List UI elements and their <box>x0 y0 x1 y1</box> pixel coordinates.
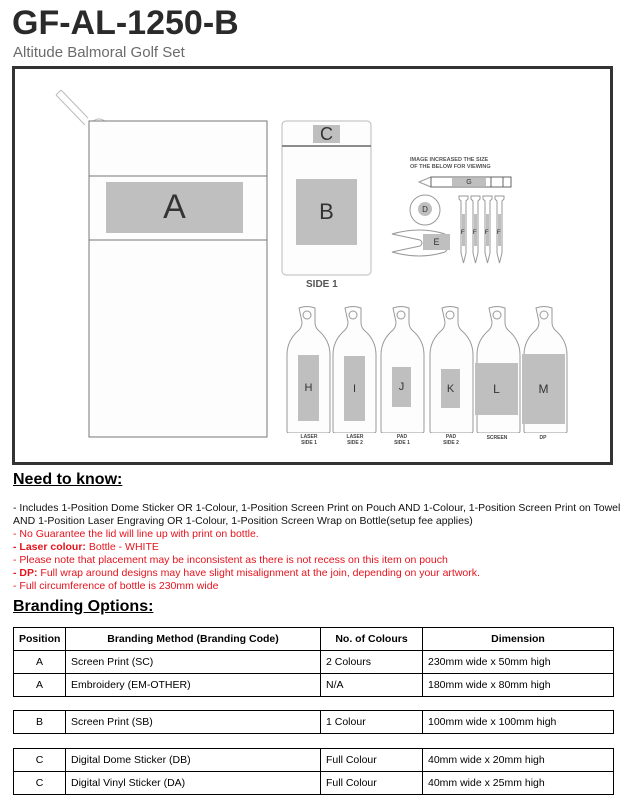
branding-table-a <box>13 627 614 697</box>
cell-method: Digital Vinyl Sticker (DA) <box>66 772 321 795</box>
caption-line: SIDE 1 <box>301 440 317 446</box>
cell-method: Screen Print (SB) <box>66 711 321 734</box>
column-header-method: Branding Method (Branding Code) <box>66 628 321 651</box>
caption-line: LASER <box>300 434 318 440</box>
cell-method: Digital Dome Sticker (DB) <box>66 749 321 772</box>
note-line-1: IMAGE INCREASED THE SIZE <box>410 157 489 163</box>
table-row <box>14 651 614 674</box>
note-text: Bottle - WHITE <box>85 541 159 553</box>
svg-text:F: F <box>485 230 489 236</box>
cell-position: A <box>14 674 66 697</box>
cell-dimension: 100mm wide x 100mm high <box>423 711 614 734</box>
print-area-i: I <box>344 356 365 421</box>
svg-text:F: F <box>497 230 501 236</box>
cell-dimension: 230mm wide x 50mm high <box>423 651 614 674</box>
note-text: Full wrap around designs may have slight misalignment at the join, depending on your artwork. <box>37 567 480 579</box>
print-area-k: K <box>441 369 460 408</box>
note-item <box>13 541 623 554</box>
bottle-caption-h <box>292 434 326 446</box>
caption-line: SIDE 2 <box>347 440 363 446</box>
table-row <box>14 711 614 734</box>
note-item: - Includes 1-Position Dome Sticker OR 1-Colour, 1-Position Screen Print on Pouch AND 1-Colour, 1-Position Screen Print on Towel AND 1-Position Laser Engraving OR 1-Colour, 1-Position Screen Wrap on Bottle(setup fee applies) <box>13 502 621 527</box>
branding-options-heading: Branding Options: <box>13 598 154 615</box>
note-prefix: - DP: <box>13 567 38 579</box>
cell-dimension: 40mm wide x 20mm high <box>423 749 614 772</box>
cell-position: C <box>14 772 66 795</box>
cell-dimension: 180mm wide x 80mm high <box>423 674 614 697</box>
cell-method: Screen Print (SC) <box>66 651 321 674</box>
print-area-g: G <box>452 178 486 186</box>
cell-colours: N/A <box>321 674 423 697</box>
svg-text:F: F <box>473 230 477 236</box>
print-area-c: C <box>313 125 340 143</box>
print-area-j: J <box>392 367 411 407</box>
need-to-know-notes <box>13 502 623 593</box>
note-item: - No Guarantee the lid will line up with print on bottle. <box>13 528 259 540</box>
tees-illustration <box>458 194 506 266</box>
caption-line: SIDE 2 <box>443 440 459 446</box>
bottle-caption-i <box>338 434 372 446</box>
print-area-b: B <box>296 179 357 245</box>
caption-line: PAD <box>396 434 408 440</box>
product-code: GF-AL-1250-B <box>12 4 239 42</box>
bottle-caption-j <box>385 434 419 446</box>
table-row <box>14 749 614 772</box>
cell-colours: Full Colour <box>321 772 423 795</box>
cell-method: Embroidery (EM-OTHER) <box>66 674 321 697</box>
print-area-h: H <box>298 355 319 421</box>
cell-position: C <box>14 749 66 772</box>
caption-line: DP <box>539 435 547 441</box>
product-name: Altitude Balmoral Golf Set <box>13 44 185 61</box>
table-row <box>14 772 614 795</box>
note-item: - Please note that placement may be inconsistent as there is not recess on this item on pouch <box>13 554 448 566</box>
bottle-caption-l <box>480 435 514 441</box>
note-prefix: - Laser colour: <box>13 541 86 553</box>
print-area-m: M <box>522 354 565 424</box>
cell-colours: 1 Colour <box>321 711 423 734</box>
caption-line: PAD <box>445 434 457 440</box>
column-header-position: Position <box>14 628 66 651</box>
column-header-dimension: Dimension <box>423 628 614 651</box>
cell-dimension: 40mm wide x 25mm high <box>423 772 614 795</box>
table-row <box>14 674 614 697</box>
column-header-colours: No. of Colours <box>321 628 423 651</box>
need-to-know-heading: Need to know: <box>13 471 123 488</box>
caption-line: SCREEN <box>486 435 508 441</box>
print-area-e: E <box>423 234 450 250</box>
accessories-note <box>410 157 491 171</box>
towel-illustration <box>55 85 270 440</box>
caption-line: LASER <box>346 434 364 440</box>
cell-colours: Full Colour <box>321 749 423 772</box>
cell-position: B <box>14 711 66 734</box>
caption-line: SIDE 1 <box>394 440 410 446</box>
table-header-row <box>14 628 614 651</box>
print-area-a: A <box>106 182 243 233</box>
note-item: - Full circumference of bottle is 230mm wide <box>13 580 219 592</box>
branding-table-c <box>13 748 614 795</box>
print-area-d: D <box>418 202 432 216</box>
note-line-2: OF THE BELOW FOR VIEWING <box>410 164 491 170</box>
cell-colours: 2 Colours <box>321 651 423 674</box>
cell-position: A <box>14 651 66 674</box>
svg-text:F: F <box>461 230 465 236</box>
bottle-caption-m <box>526 435 560 441</box>
branding-table-b <box>13 710 614 734</box>
bottle-caption-k <box>434 434 468 446</box>
note-item <box>13 567 623 580</box>
pouch-side-label: SIDE 1 <box>306 279 338 290</box>
print-area-l: L <box>475 363 518 415</box>
